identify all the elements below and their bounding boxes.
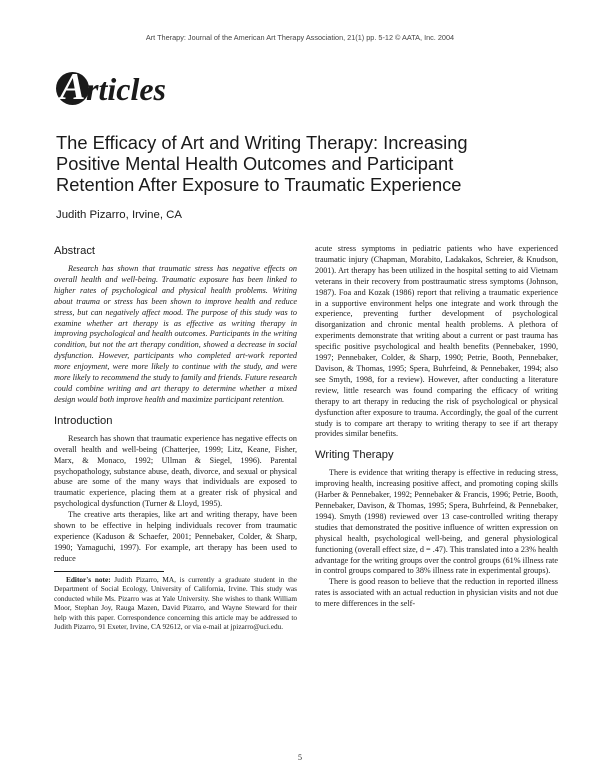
introduction-paragraph: The creative arts therapies, like art and writing therapy, have been shown to be effective in helping individuals recover from traumatic experience (Kaduson & Schaefer, 2001; Pennebaker, Colder, & Sharp, 1990; Yamaguchi, 1997). For example, art therapy has been used to reduce	[54, 510, 297, 563]
article-title	[56, 132, 556, 195]
writing-therapy-paragraph: There is evidence that writing therapy is effective in reducing stress, improving health, increasing positive affect, and promoting coping skills (Harber & Pennebaker, 1992; Pennebaker & Francis, 1996; Petrie, Booth, Pennebaker, Davison, & Thomas, 1995; Spera, Buhrfeind, & Pennebaker, 1994). Smyth (1998) reviewed over 13 case-controlled writing therapy studies that demonstrated the positive influence of written expression on physical health, psychological well-being, and general physiological functioning (overall effect size, d = .47). This translated into a 23% health advantage for the writing groups over the control groups (61% illness rate in control groups compared to 38% illness rate in experimental groups).	[315, 468, 558, 576]
section-label: rticles	[86, 71, 166, 107]
title-line: Retention After Exposure to Traumatic Experience	[56, 174, 462, 195]
section-initial: A	[60, 66, 86, 108]
title-line: Positive Mental Health Outcomes and Participant	[56, 153, 454, 174]
author-name: Judith Pizarro	[56, 209, 126, 221]
introduction-paragraph: Research has shown that traumatic experience has negative effects on overall health and well-being (Chatterjee, 1999; Litz, Keane, Fisher, Marx, & Monaco, 1992; Ullman & Siegel, 1996). Parental psychopathology, substance abuse, death, divorce, and sexual or physical abuse are some of the many ways that individuals are exposed to traumatic experience, placing them at a greater risk of physical and psychological dysfunction (Turner & Lloyd, 1995).	[54, 433, 297, 509]
editors-note-text: Judith Pizarro, MA, is currently a graduate student in the Department of Social Ecology, University of California, Irvine. This study was conducted while Ms. Pizarro was at Yale University. She wishes to thank William Moor, Stephan Joy, Rauga Mazen, David Pizarro, and Wayne Steward for their help with this paper. Correspondence concerning this article may be addressed to Judith Pizarro, 91 Exeter, Irvine, CA 92612, or via e-mail at jpizarro@uci.edu.	[54, 574, 297, 632]
footnote-rule	[54, 571, 164, 572]
editors-note-label: Editor's note:	[66, 574, 111, 584]
title-line: The Efficacy of Art and Writing Therapy: Increasing	[56, 132, 468, 153]
author-affiliation: , Irvine, CA	[125, 209, 182, 221]
running-head: Art Therapy: Journal of the American Art Therapy Association, 21(1) pp. 5-12 © AATA, Inc. 2004	[145, 33, 455, 42]
abstract-text: Research has shown that traumatic stress has negative effects on overall health and well-being. Traumatic exposure has been linked to higher rates of psychological and physical health problems. Writing about trauma or stress has been shown to improve health and reduce stress, but can negatively affect mood. The purpose of this study was to examine whether art therapy is as effective as writing therapy in improving psychological and health outcomes. Participants in the writing condition, but not the art therapy condition, showed a decrease in social dysfunction. However, participants who completed art-work reported more enjoyment, were more likely to continue with the study, and were more likely to recommend the study to family and friends. Future research could combine writing and art therapy to determine whether a mixed design would both improve health and maximize participant retention.	[54, 264, 297, 404]
continued-paragraph: acute stress symptoms in pediatric patients who have experienced traumatic injury (Chapman, Morabito, Ladakakos, Schreier, & Knudson, 2001). Art therapy has been utilized in the hospital setting to aid Vietnam veterans in their recovery from posttraumatic stress symptoms (Johnson, 1987). Foa and Kozak (1986) report that reliving a traumatic experience in a supportive environment helps one integrate and work through the experience, preventing further development of psychological disorganization and chronic mental health problems. A plethora of experiments demonstrate that writing about a current or past trauma has specific positive psychological and health benefits (Pennebaker, 1990, 1997; Pennebaker, Colder, & Sharp, 1990; Petrie, Booth, Pennebaker, Davison, & Thomas, 1995; Spera, Buhrfeind, & Pennebaker, 1994; also see Smyth, 1998, for a review). However, after conducting a literature review, little research was found comparing the efficacy of writing therapy to art therapy in reducing the risk of psychological or physical dysfunction after exposure to trauma. Accordingly, the goal of the current study is to compare art therapy to writing therapy to see if art therapy provides similar benefits.	[315, 244, 558, 439]
left-column	[54, 244, 297, 632]
editors-note	[54, 575, 297, 632]
introduction-heading: Introduction	[54, 414, 113, 427]
author-line	[56, 209, 182, 221]
right-column	[315, 244, 558, 610]
writing-therapy-paragraph: There is good reason to believe that the reduction in reported illness rates is associated with an actual reduction in physician visits and not due to mere differences in the self-	[315, 577, 558, 609]
abstract-heading: Abstract	[54, 245, 96, 257]
page-number: 5	[298, 753, 302, 762]
writing-therapy-heading: Writing Therapy	[315, 449, 394, 462]
